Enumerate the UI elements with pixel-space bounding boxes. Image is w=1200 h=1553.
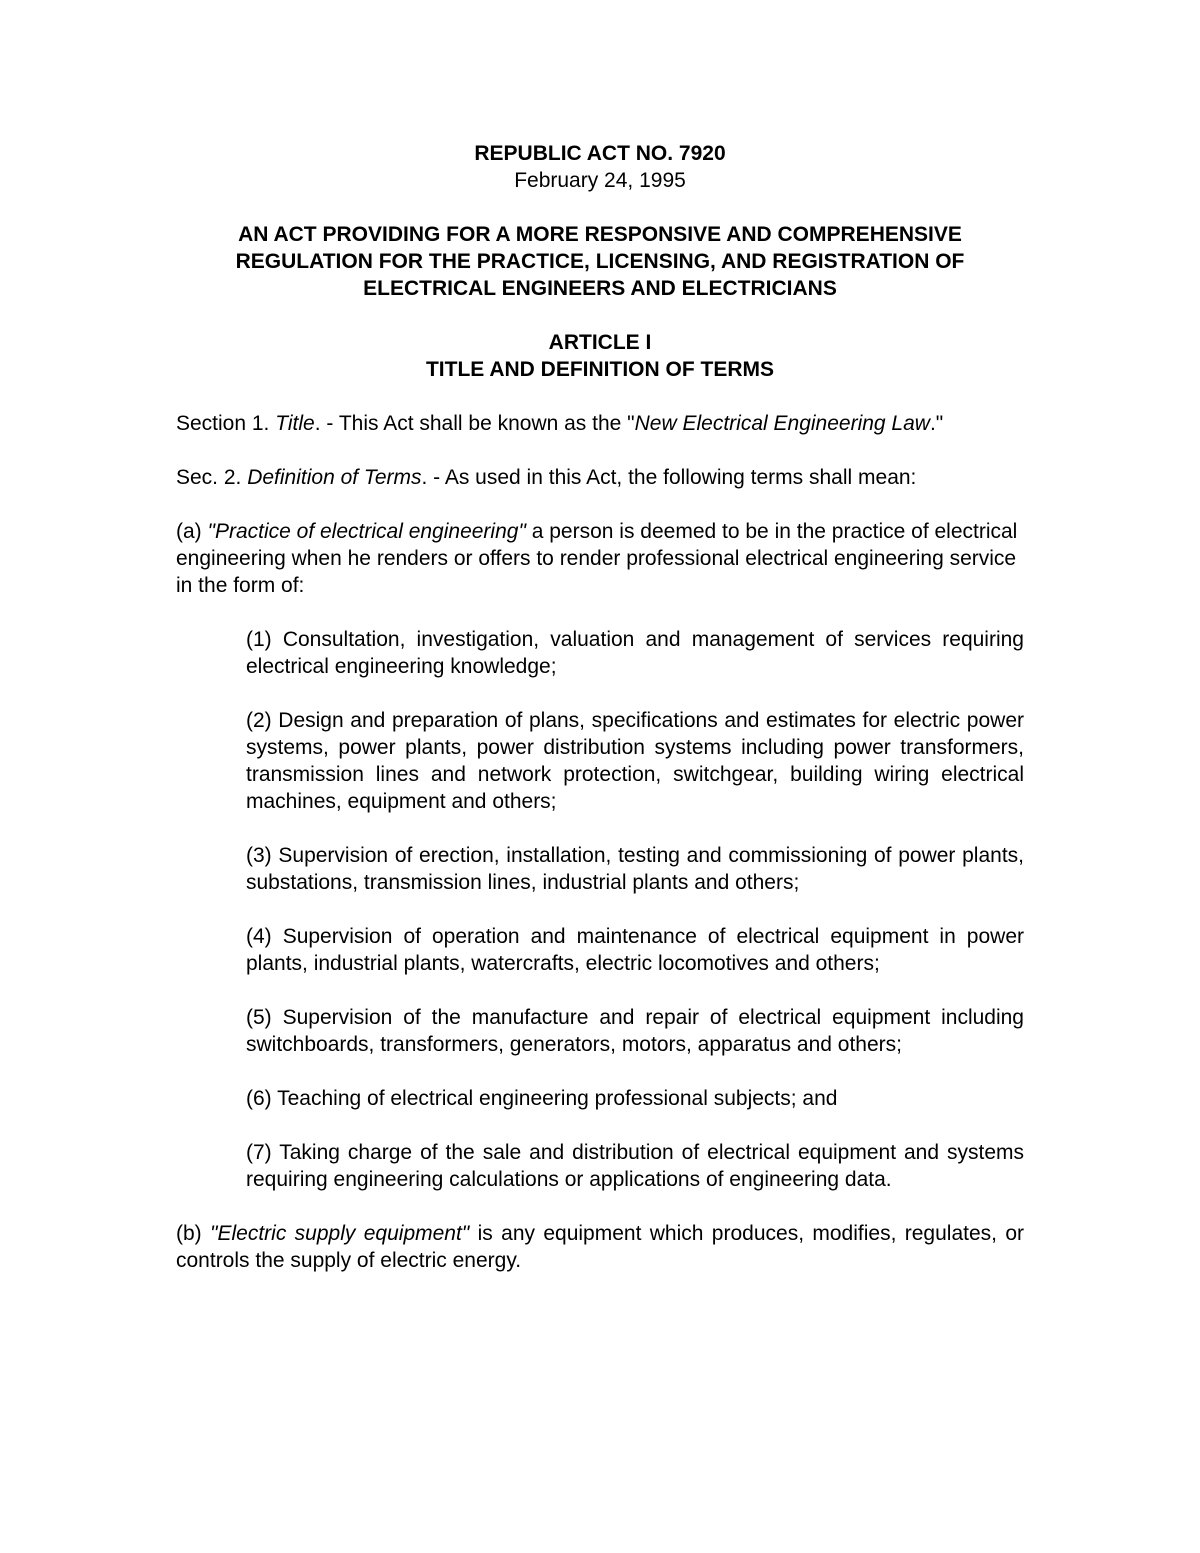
practice-items-list [176,626,1024,1193]
definition-a [176,518,1024,599]
article-heading [176,329,1024,383]
section-1-mid: . - This Act shall be known as the " [314,412,635,435]
definition-b [176,1220,1024,1274]
section-2 [176,464,1024,491]
act-number: REPUBLIC ACT NO. 7920 [474,142,726,165]
document-header [176,140,1024,194]
list-item: (4) Supervision of operation and maintenance of electrical equipment in power plants, industrial plants, watercrafts, electric locomotives and others; [246,925,1024,975]
definition-a-label: (a) [176,520,208,543]
act-title [176,221,1024,302]
list-item: (2) Design and preparation of plans, specifications and estimates for electric power systems, power plants, power distribution systems including power transformers, transmission lines and network protection, switchgear, building wiring electrical machines, equipment and others; [246,709,1024,813]
list-item: (1) Consultation, investigation, valuation and management of services requiring electrical engineering knowledge; [246,628,1024,678]
definition-a-text: a person is deemed to be in the practice of electrical engineering when he renders or offers to render professional electrical engineering service in the form of: [176,520,1018,597]
act-title-line: AN ACT PROVIDING FOR A MORE RESPONSIVE AND COMPREHENSIVE [238,223,962,246]
definition-b-label: (b) [176,1222,211,1245]
section-2-lead: Sec. 2. [176,466,248,489]
section-1-heading: Title [275,412,315,435]
article-title: TITLE AND DEFINITION OF TERMS [425,358,775,381]
section-1 [176,410,1024,437]
act-title-line: REGULATION FOR THE PRACTICE, LICENSING, AND REGISTRATION OF [235,250,965,273]
definition-b-term: "Electric supply equipment" [210,1222,470,1245]
list-item: (5) Supervision of the manufacture and repair of electrical equipment including switchboards, transformers, generators, motors, apparatus and others; [246,1006,1024,1056]
section-2-tail: . - As used in this Act, the following terms shall mean: [421,466,917,489]
section-2-heading: Definition of Terms [247,466,422,489]
list-item: (3) Supervision of erection, installation, testing and commissioning of power plants, substations, transmission lines, industrial plants and others; [246,844,1024,894]
section-1-lead: Section 1. [176,412,276,435]
document-page [176,140,1024,1274]
list-item: (6) Teaching of electrical engineering professional subjects; and [246,1087,838,1110]
law-name: New Electrical Engineering Law [634,412,930,435]
definition-b-text: is any equipment which produces, modifies, regulates, or controls the supply of electric energy. [176,1222,1025,1272]
act-date: February 24, 1995 [514,169,686,192]
list-item: (7) Taking charge of the sale and distribution of electrical equipment and systems requiring engineering calculations or applications of engineering data. [246,1141,1024,1191]
act-title-line: ELECTRICAL ENGINEERS AND ELECTRICIANS [363,277,837,300]
section-1-tail: ." [929,412,944,435]
article-number: ARTICLE I [548,331,652,354]
definition-a-term: "Practice of electrical engineering" [207,520,526,543]
